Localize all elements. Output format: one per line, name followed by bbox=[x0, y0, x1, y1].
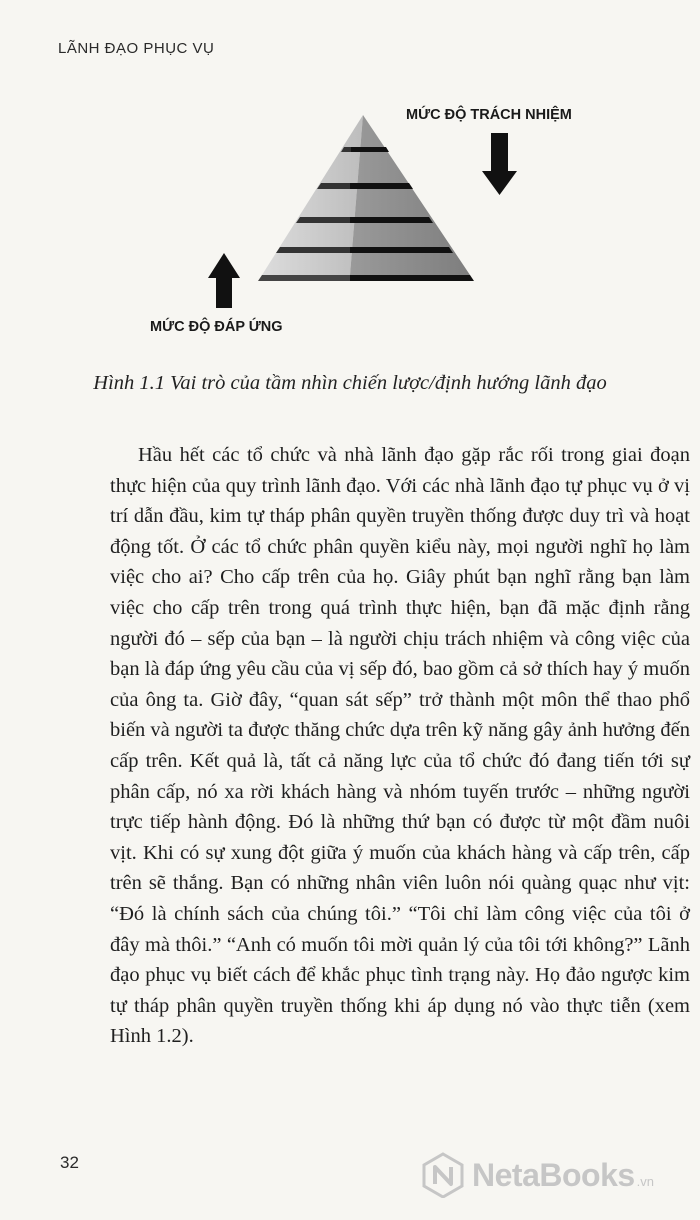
arrow-down-icon bbox=[482, 133, 517, 195]
pyramid-illustration bbox=[0, 95, 700, 355]
watermark bbox=[420, 1150, 695, 1200]
watermark-text: NetaBooks bbox=[472, 1156, 635, 1193]
page-number: 32 bbox=[60, 1153, 79, 1172]
netabooks-logo-icon bbox=[420, 1152, 466, 1198]
arrow-up-icon bbox=[208, 253, 240, 308]
figure-label-responsiveness: MỨC ĐỘ ĐÁP ỨNG bbox=[150, 319, 283, 335]
body-paragraph: Hầu hết các tổ chức và nhà lãnh đạo gặp rắc rối trong giai đoạn thực hiện của quy trình lãnh đạo. Với các nhà lãnh đạo tự phục vụ ở vị trí dẫn đầu, kim tự tháp phân quyền truyền thống được duy trì và hoạt động tốt. Ở các tổ chức phân quyền kiểu này, mọi người nghĩ họ làm việc cho ai? Cho cấp trên của họ. Giây phút bạn nghĩ rằng bạn làm việc cho cấp trên trong quá trình thực hiện, bạn đã mặc định rằng người đó – sếp của bạn – là người chịu trách nhiệm và công việc của bạn là đáp ứng yêu cầu của vị sếp đó, bao gồm cả sở thích hay ý muốn của ông ta. Giờ đây, “quan sát sếp” trở thành một môn thể thao phổ biến và người ta được thăng chức dựa trên kỹ năng gây ảnh hưởng đến cấp trên. Kết quả là, tất cả năng lực của tổ chức đó đang tiến tới sự phân cấp, nó xa rời khách hàng và nhóm tuyến trước – những người trực tiếp hành động. Đó là những thứ bạn có được từ một đầm nuôi vịt. Khi có sự xung đột giữa ý muốn của khách hàng và cấp trên, cấp trên sẽ thắng. Bạn có những nhân viên luôn nói quàng quạc như vịt: “Đó là chính sách của chúng tôi.” “Tôi chỉ làm công việc của tôi ở đây mà thôi.” “Anh có muốn tôi mời quản lý của tôi tới không?” Lãnh đạo phục vụ biết cách để khắc phục tình trạng này. Họ đảo ngược kim tự tháp phân quyền truyền thống khi áp dụng nó vào thực tiễn (xem Hình 1.2). bbox=[110, 444, 690, 1048]
watermark-suffix: .vn bbox=[636, 1173, 654, 1189]
figure-label-responsibility: MỨC ĐỘ TRÁCH NHIỆM bbox=[406, 107, 572, 123]
figure-pyramid bbox=[0, 95, 700, 355]
figure-caption: Hình 1.1 Vai trò của tầm nhìn chiến lược/định hướng lãnh đạo bbox=[93, 372, 607, 394]
running-header: LÃNH ĐẠO PHỤC VỤ bbox=[58, 40, 215, 57]
